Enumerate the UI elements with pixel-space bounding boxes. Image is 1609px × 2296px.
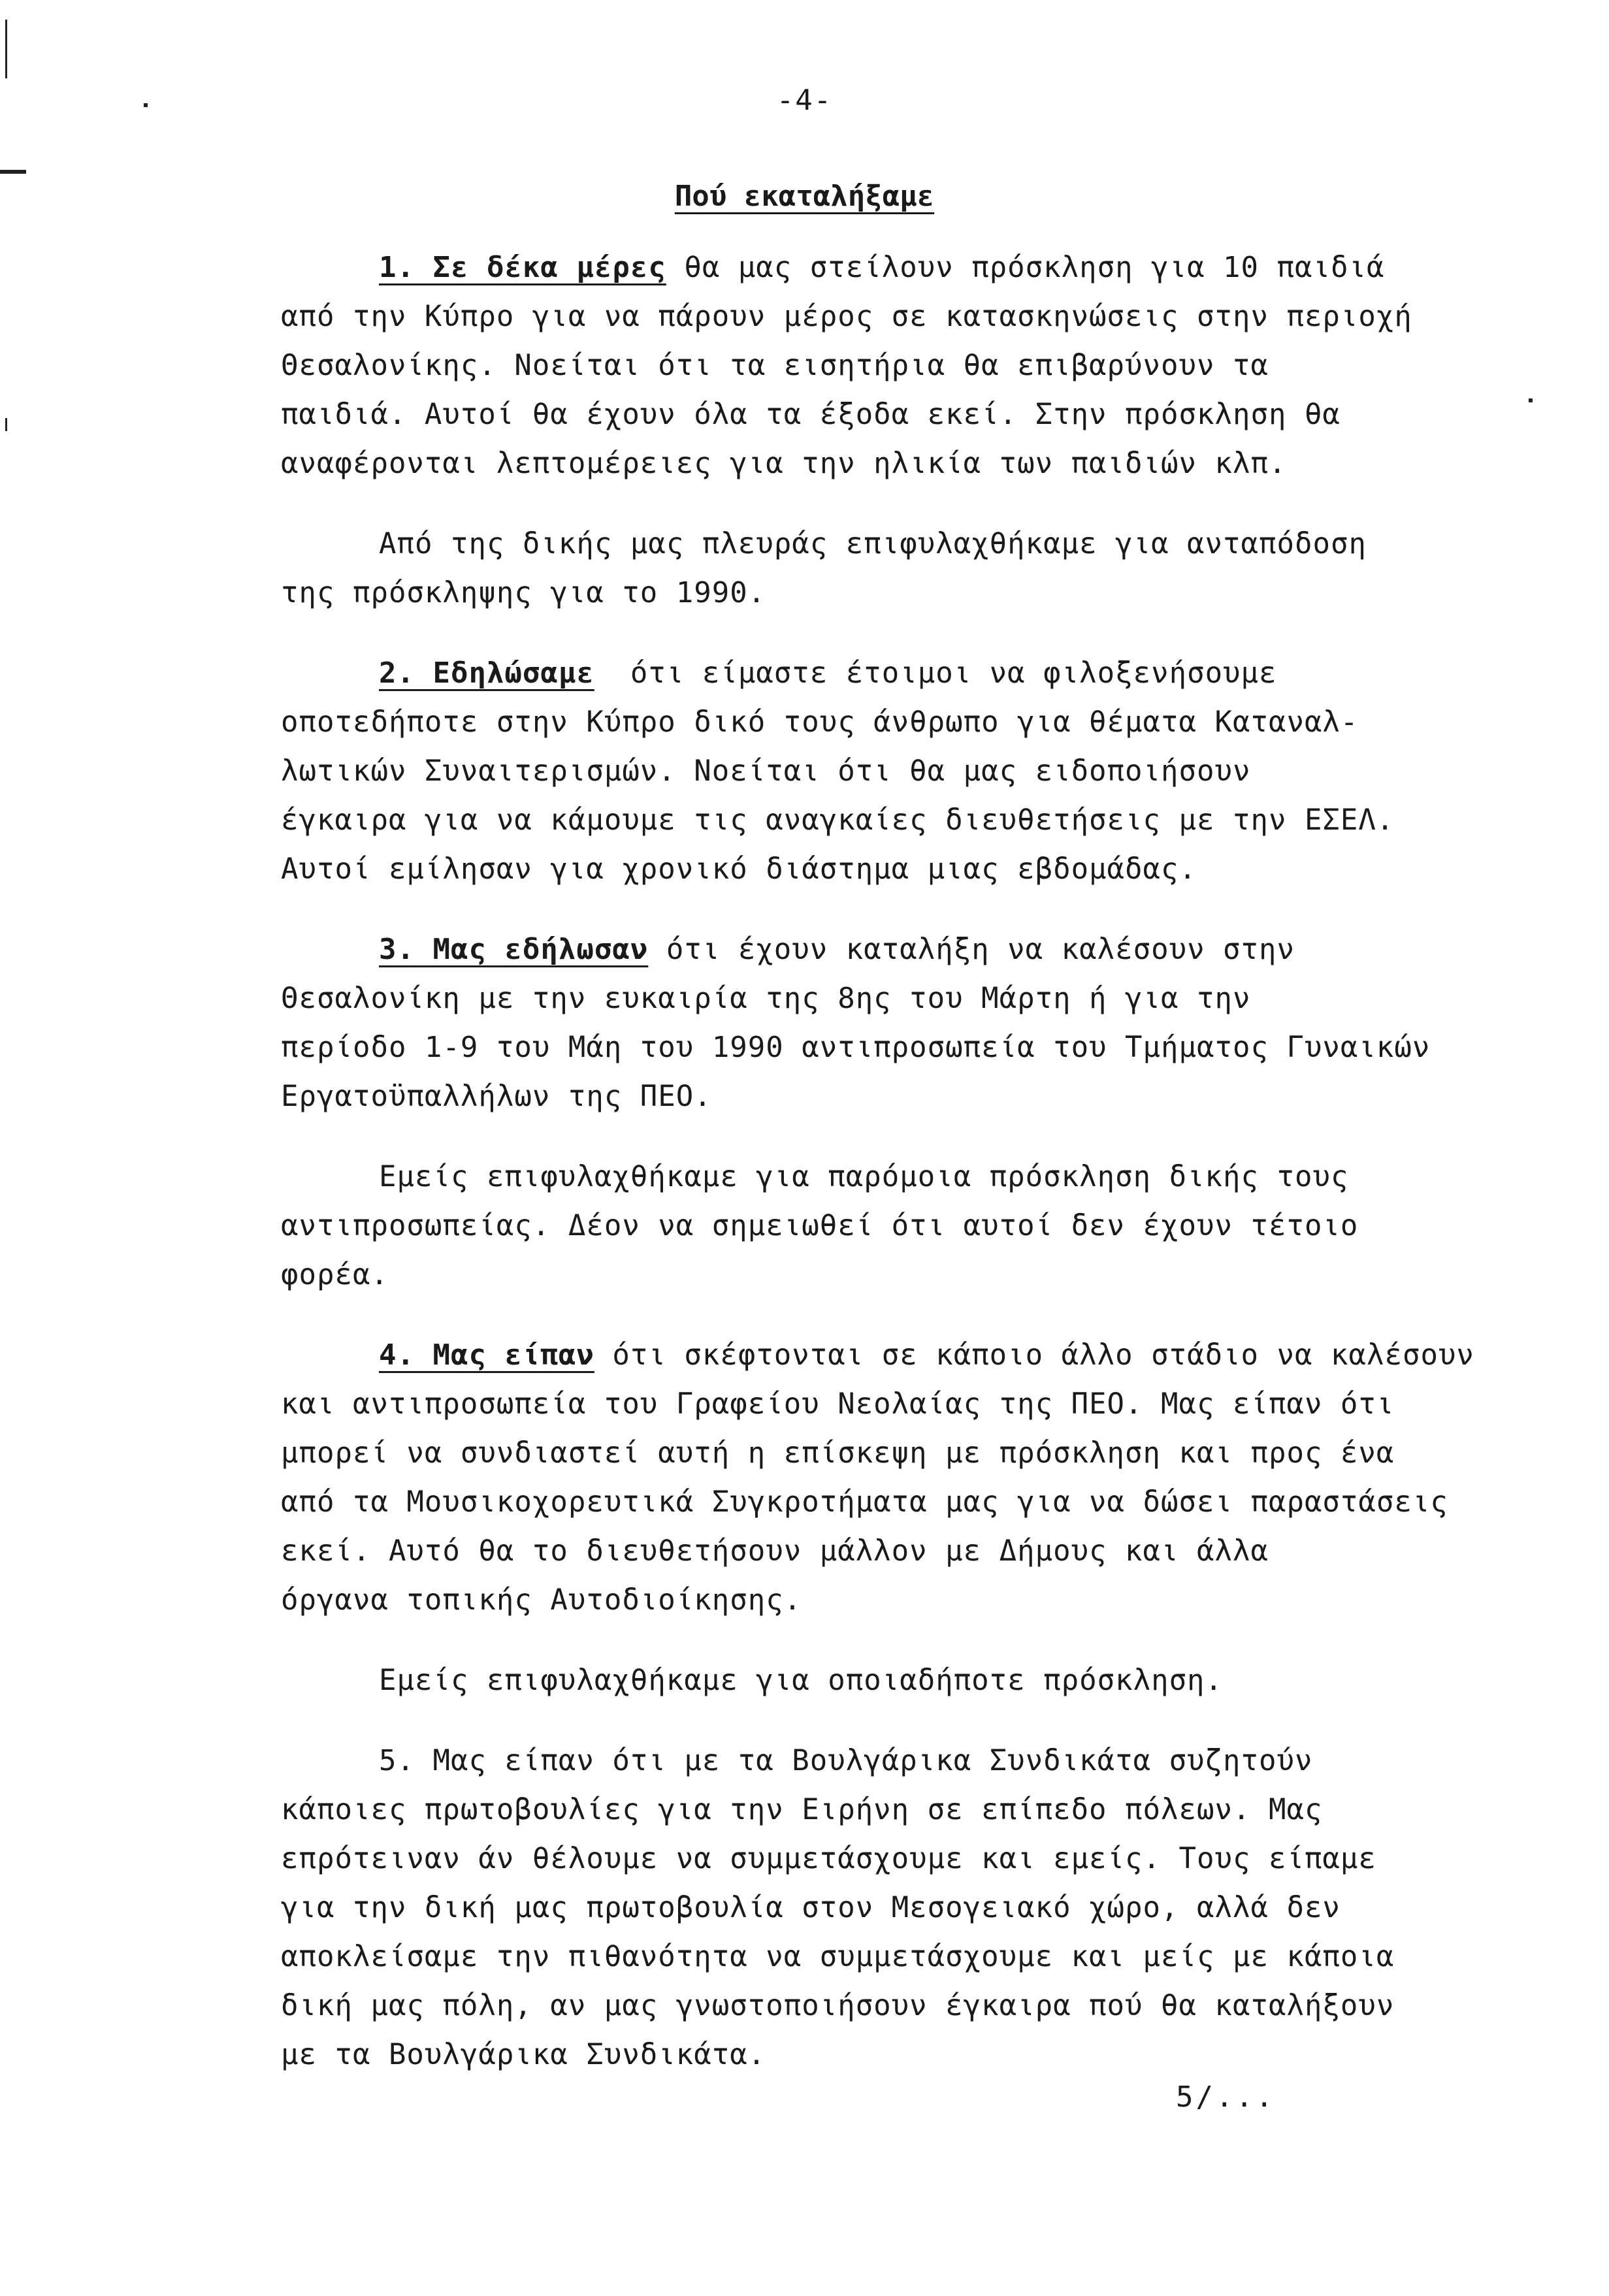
paragraph-line: φορέα. bbox=[281, 1258, 389, 1291]
paragraph-line: με τα Βουλγάρικα Συνδικάτα. bbox=[281, 2038, 766, 2071]
item-label: 4. Μας είπαν bbox=[379, 1338, 594, 1372]
scan-speck bbox=[144, 103, 148, 107]
paragraph-line: οποτεδήποτε στην Κύπρο δικό τους άνθρωπο για θέματα Καταναλ- bbox=[281, 705, 1359, 739]
paragraph-line: αποκλείσαμε την πιθανότητα να συμμετάσχουμε και μείς με κάποια bbox=[281, 1940, 1395, 1973]
paragraph-line: από τα Μουσικοχορευτικά Συγκροτήματα μας για να δώσει παραστάσεις bbox=[281, 1485, 1448, 1519]
item-label: 1. Σε δέκα μέρες bbox=[379, 251, 666, 284]
paragraph-item-4 bbox=[281, 1331, 1574, 1625]
paragraph-reciprocity bbox=[281, 519, 1574, 617]
paragraph-line: περίοδο 1-9 του Μάη του 1990 αντιπροσωπεία του Τμήματος Γυναικών bbox=[281, 1031, 1431, 1064]
section-heading bbox=[0, 180, 1609, 213]
item-label: 3. Μας εδήλωσαν bbox=[379, 933, 649, 966]
page-number: -4- bbox=[776, 84, 833, 117]
scan-speck bbox=[0, 170, 26, 174]
paragraph-line: παιδιά. Αυτοί θα έχουν όλα τα έξοδα εκεί. Στην πρόσκληση θα bbox=[281, 398, 1341, 431]
paragraph-line: έγκαιρα για να κάμουμε τις αναγκαίες διευθετήσεις με την ΕΣΕΛ. bbox=[281, 803, 1395, 837]
paragraph-line: όργανα τοπικής Αυτοδιοίκησης. bbox=[281, 1583, 802, 1617]
paragraph-line: κάποιες πρωτοβουλίες για την Ειρήνη σε επίπεδο πόλεων. Μας bbox=[281, 1793, 1323, 1826]
continuation-marker: 5/... bbox=[1176, 2080, 1276, 2114]
document-body bbox=[281, 243, 1574, 2110]
paragraph-line: 4. Μας είπαν ότι σκέφτονται σε κάποιο άλλο στάδιο να καλέσουν bbox=[379, 1338, 1474, 1372]
paragraph-line: Θεσαλονίκης. Νοείται ότι τα εισητήρια θα επιβαρύνουν τα bbox=[281, 349, 1269, 382]
paragraph-item-2 bbox=[281, 649, 1574, 894]
paragraph-line: δική μας πόλη, αν μας γνωστοποιήσουν έγκαιρα πού θα καταλήξουν bbox=[281, 1989, 1395, 2022]
paragraph-line: και αντιπροσωπεία του Γραφείου Νεολαίας της ΠΕΟ. Μας είπαν ότι bbox=[281, 1387, 1395, 1421]
paragraph-line: Εμείς επιφυλαχθήκαμε για παρόμοια πρόσκληση δικής τους bbox=[379, 1160, 1349, 1193]
paragraph-item-3 bbox=[281, 925, 1574, 1121]
paragraph-line: 1. Σε δέκα μέρες θα μας στείλουν πρόσκληση για 10 παιδιά bbox=[379, 251, 1385, 284]
item-label: 2. Εδηλώσαμε bbox=[379, 656, 594, 690]
paragraph-line: 5. Μας είπαν ότι με τα Βουλγάρικα Συνδικάτα συζητούν bbox=[379, 1744, 1313, 1777]
scan-speck bbox=[5, 418, 7, 431]
scan-speck bbox=[1529, 398, 1533, 402]
paragraph-line: εκεί. Αυτό θα το διευθετήσουν μάλλον με Δήμους και άλλα bbox=[281, 1534, 1269, 1568]
paragraph-line: αντιπροσωπείας. Δέον να σημειωθεί ότι αυτοί δεν έχουν τέτοιο bbox=[281, 1209, 1359, 1242]
paragraph-item-5 bbox=[281, 1736, 1574, 2079]
paragraph-item-1 bbox=[281, 243, 1574, 488]
paragraph-line: για την δική μας πρωτοβουλία στον Μεσογειακό χώρο, αλλά δεν bbox=[281, 1891, 1341, 1924]
paragraph-reservation-any bbox=[281, 1656, 1574, 1705]
paragraph-line: Θεσαλονίκη με την ευκαιρία της 8ης του Μάρτη ή για την bbox=[281, 982, 1251, 1015]
paragraph-line: επρότειναν άν θέλουμε να συμμετάσχουμε και εμείς. Τους είπαμε bbox=[281, 1842, 1376, 1875]
paragraph-line: αναφέρονται λεπτομέρειες για την ηλικία των παιδιών κλπ. bbox=[281, 447, 1287, 480]
paragraph-line: 3. Μας εδήλωσαν ότι έχουν καταλήξη να καλέσουν στην bbox=[379, 933, 1295, 966]
paragraph-line: Αυτοί εμίλησαν για χρονικό διάστημα μιας εβδομάδας. bbox=[281, 852, 1197, 886]
paragraph-line: από την Κύπρο για να πάρουν μέρος σε κατασκηνώσεις στην περιοχή bbox=[281, 300, 1412, 333]
paragraph-line: Από της δικής μας πλευράς επιφυλαχθήκαμε για ανταπόδοση bbox=[379, 527, 1367, 560]
section-heading-text: Πού εκαταλήξαμε bbox=[674, 180, 935, 213]
paragraph-line: της πρόσκληψης για το 1990. bbox=[281, 576, 766, 609]
paragraph-line: Εργατοϋπαλλήλων της ΠΕΟ. bbox=[281, 1080, 712, 1113]
paragraph-line: λωτικών Συναιτερισμών. Νοείται ότι θα μας ειδοποιήσουν bbox=[281, 754, 1251, 788]
paragraph-line: 2. Εδηλώσαμε ότι είμαστε έτοιμοι να φιλοξενήσουμε bbox=[379, 656, 1277, 690]
paragraph-reservation-women bbox=[281, 1152, 1574, 1299]
scan-speck bbox=[5, 20, 7, 78]
paragraph-line: μπορεί να συνδιαστεί αυτή η επίσκεψη με πρόσκληση και προς ένα bbox=[281, 1436, 1395, 1470]
paragraph-line: Εμείς επιφυλαχθήκαμε για οποιαδήποτε πρόσκληση. bbox=[379, 1664, 1224, 1697]
